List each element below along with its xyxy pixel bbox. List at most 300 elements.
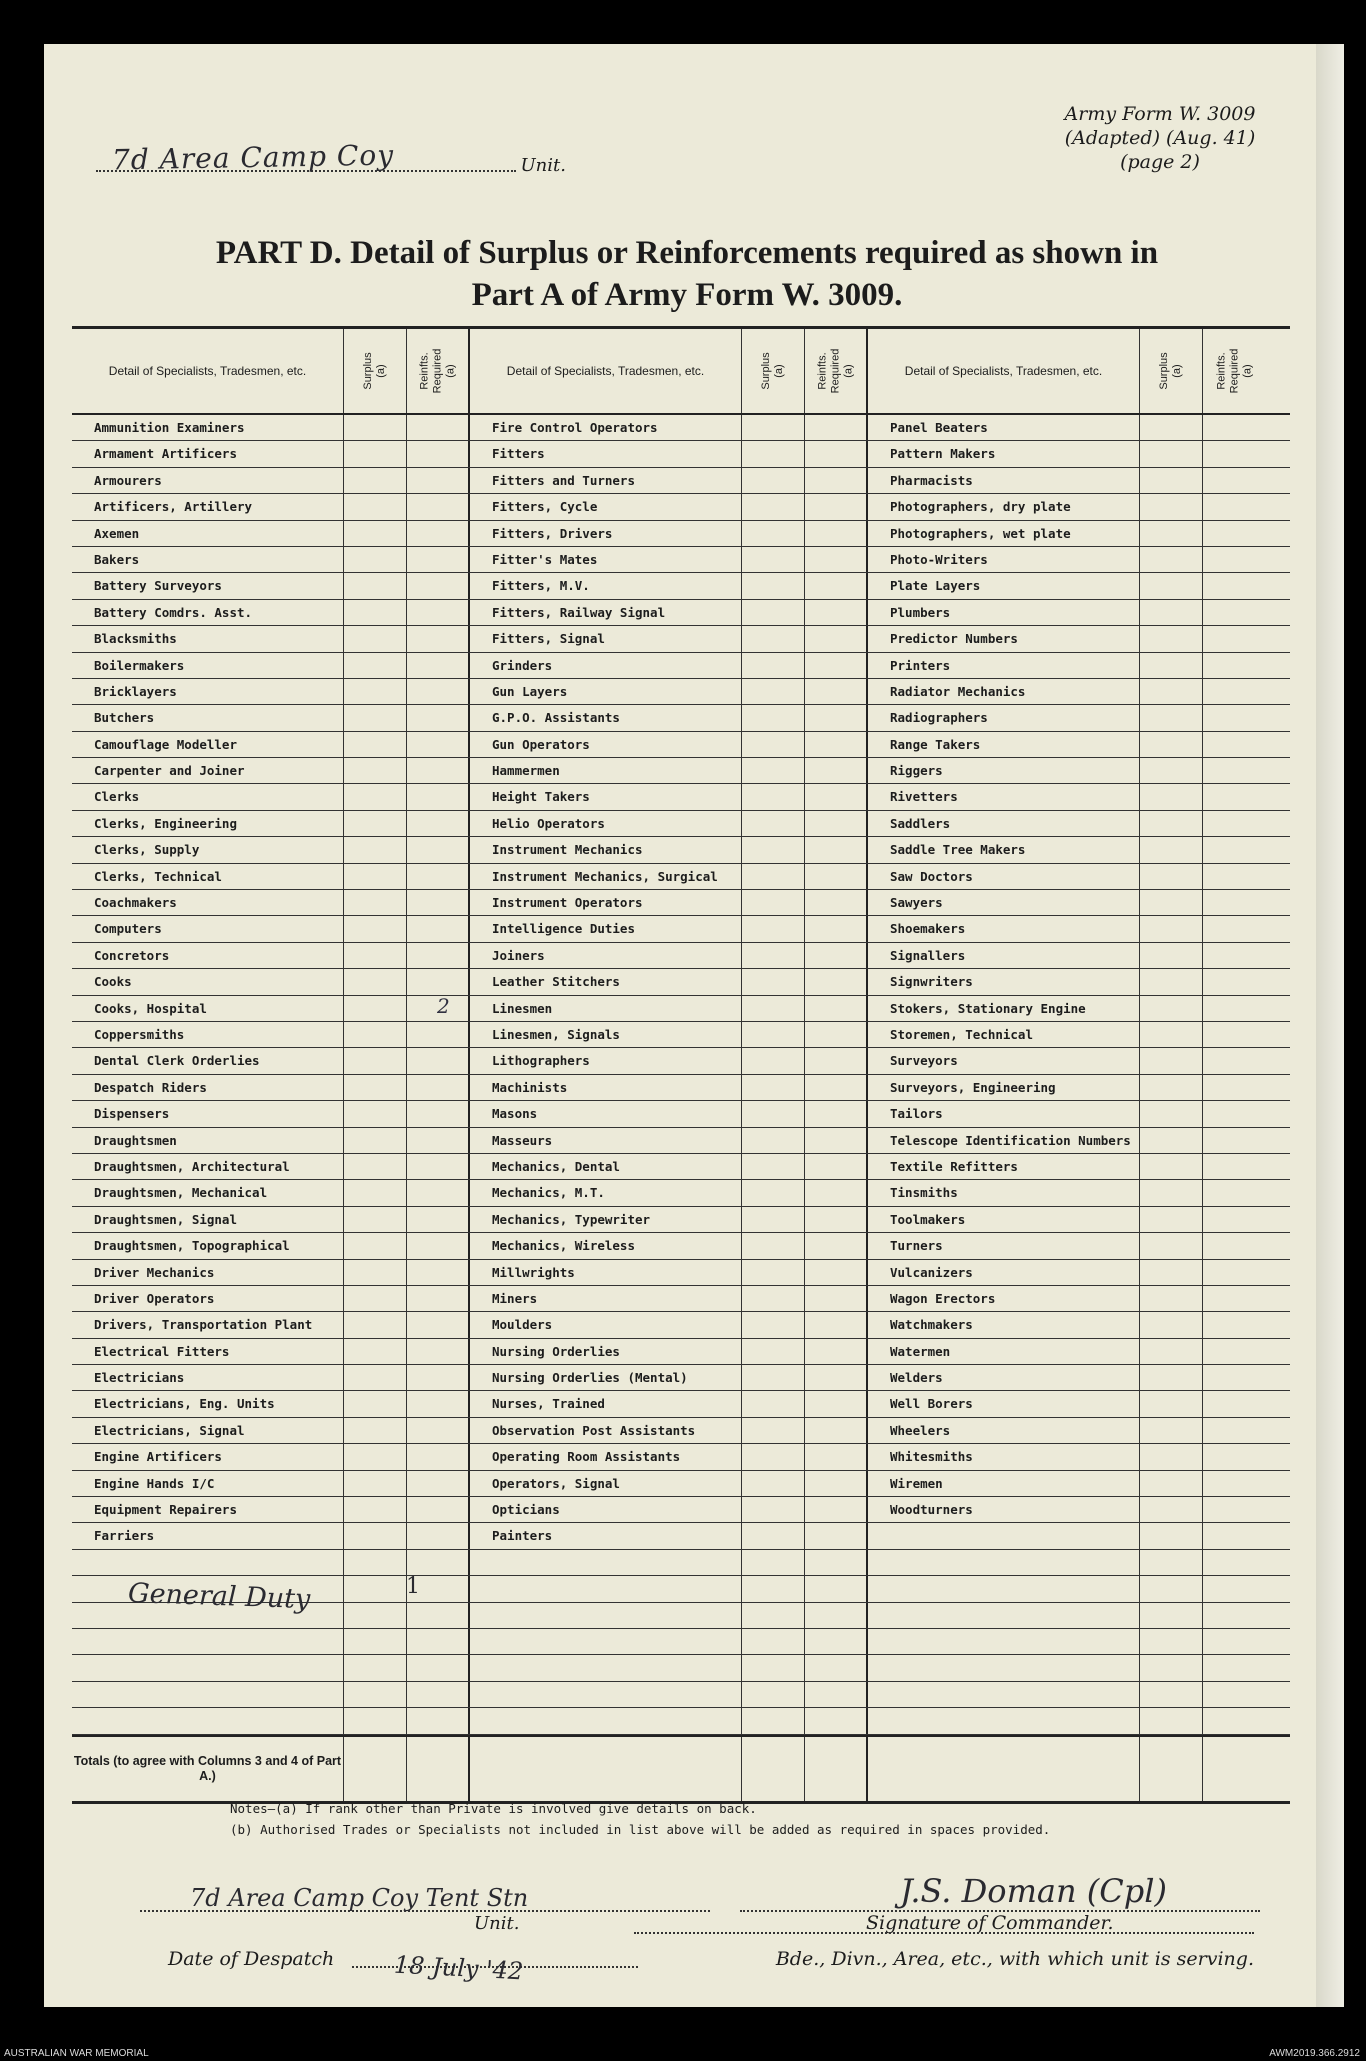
surplus-cell[interactable] bbox=[742, 1471, 805, 1496]
reinfts-cell[interactable] bbox=[407, 1682, 470, 1707]
surplus-cell[interactable] bbox=[344, 864, 407, 889]
surplus-cell[interactable] bbox=[1140, 1128, 1203, 1153]
surplus-cell[interactable] bbox=[1140, 811, 1203, 836]
surplus-cell[interactable] bbox=[1140, 1365, 1203, 1390]
reinfts-cell[interactable] bbox=[1203, 1286, 1266, 1311]
surplus-cell[interactable] bbox=[344, 1655, 407, 1680]
reinfts-cell[interactable] bbox=[407, 468, 470, 493]
surplus-cell[interactable] bbox=[344, 415, 407, 440]
surplus-cell[interactable] bbox=[1140, 1180, 1203, 1205]
reinfts-cell[interactable] bbox=[407, 1550, 470, 1575]
surplus-cell[interactable] bbox=[742, 1550, 805, 1575]
reinfts-cell[interactable] bbox=[1203, 1154, 1266, 1179]
surplus-cell[interactable] bbox=[344, 1233, 407, 1258]
surplus-cell[interactable] bbox=[344, 758, 407, 783]
reinfts-cell[interactable] bbox=[805, 1075, 868, 1100]
reinfts-cell[interactable] bbox=[805, 600, 868, 625]
surplus-cell[interactable] bbox=[742, 1603, 805, 1628]
reinfts-cell[interactable] bbox=[407, 1233, 470, 1258]
surplus-cell[interactable] bbox=[344, 653, 407, 678]
surplus-cell[interactable] bbox=[344, 1576, 407, 1601]
reinfts-cell[interactable] bbox=[805, 1629, 868, 1654]
surplus-cell[interactable] bbox=[742, 811, 805, 836]
surplus-cell[interactable] bbox=[742, 1180, 805, 1205]
surplus-cell[interactable] bbox=[742, 1655, 805, 1680]
surplus-cell[interactable] bbox=[344, 521, 407, 546]
surplus-cell[interactable] bbox=[1140, 1655, 1203, 1680]
surplus-cell[interactable] bbox=[344, 837, 407, 862]
surplus-cell[interactable] bbox=[742, 1048, 805, 1073]
surplus-cell[interactable] bbox=[1140, 1312, 1203, 1337]
reinfts-cell[interactable] bbox=[407, 600, 470, 625]
reinfts-cell[interactable] bbox=[407, 1497, 470, 1522]
surplus-cell[interactable] bbox=[742, 864, 805, 889]
surplus-cell[interactable] bbox=[742, 626, 805, 651]
reinfts-cell[interactable] bbox=[1203, 653, 1266, 678]
surplus-cell[interactable] bbox=[1140, 1471, 1203, 1496]
surplus-cell[interactable] bbox=[742, 1497, 805, 1522]
surplus-cell[interactable] bbox=[742, 441, 805, 466]
reinfts-cell[interactable] bbox=[805, 784, 868, 809]
reinfts-cell[interactable] bbox=[407, 1101, 470, 1126]
reinfts-cell[interactable] bbox=[407, 415, 470, 440]
reinfts-cell[interactable] bbox=[407, 1365, 470, 1390]
reinfts-cell[interactable] bbox=[805, 626, 868, 651]
surplus-cell[interactable] bbox=[1140, 1154, 1203, 1179]
surplus-cell[interactable] bbox=[344, 811, 407, 836]
reinfts-cell[interactable] bbox=[407, 943, 470, 968]
reinfts-cell[interactable] bbox=[1203, 1101, 1266, 1126]
surplus-cell[interactable] bbox=[1140, 1523, 1203, 1548]
reinfts-cell[interactable] bbox=[1203, 996, 1266, 1021]
reinfts-cell[interactable] bbox=[805, 1497, 868, 1522]
surplus-cell[interactable] bbox=[1140, 626, 1203, 651]
surplus-cell[interactable] bbox=[1140, 758, 1203, 783]
reinfts-cell[interactable] bbox=[1203, 573, 1266, 598]
reinfts-cell[interactable] bbox=[805, 864, 868, 889]
surplus-cell[interactable] bbox=[742, 468, 805, 493]
surplus-cell[interactable] bbox=[344, 943, 407, 968]
reinfts-cell[interactable] bbox=[805, 415, 868, 440]
reinfts-cell[interactable] bbox=[1203, 1312, 1266, 1337]
reinfts-cell[interactable] bbox=[1203, 521, 1266, 546]
reinfts-cell[interactable] bbox=[407, 1737, 470, 1801]
surplus-cell[interactable] bbox=[1140, 415, 1203, 440]
surplus-cell[interactable] bbox=[1140, 1260, 1203, 1285]
reinfts-cell[interactable] bbox=[1203, 1233, 1266, 1258]
surplus-cell[interactable] bbox=[344, 1523, 407, 1548]
reinfts-cell[interactable] bbox=[1203, 679, 1266, 704]
reinfts-cell[interactable] bbox=[1203, 468, 1266, 493]
surplus-cell[interactable] bbox=[1140, 1708, 1203, 1733]
surplus-cell[interactable] bbox=[1140, 600, 1203, 625]
surplus-cell[interactable] bbox=[1140, 1737, 1203, 1801]
reinfts-cell[interactable] bbox=[1203, 600, 1266, 625]
surplus-cell[interactable] bbox=[1140, 521, 1203, 546]
reinfts-cell[interactable] bbox=[1203, 1737, 1266, 1801]
reinfts-cell[interactable] bbox=[1203, 547, 1266, 572]
surplus-cell[interactable] bbox=[344, 1312, 407, 1337]
surplus-cell[interactable] bbox=[344, 573, 407, 598]
surplus-cell[interactable] bbox=[344, 1603, 407, 1628]
reinfts-cell[interactable] bbox=[805, 1682, 868, 1707]
reinfts-cell[interactable] bbox=[1203, 916, 1266, 941]
surplus-cell[interactable] bbox=[344, 784, 407, 809]
surplus-cell[interactable] bbox=[344, 1260, 407, 1285]
surplus-cell[interactable] bbox=[344, 1629, 407, 1654]
surplus-cell[interactable] bbox=[742, 1682, 805, 1707]
reinfts-cell[interactable] bbox=[407, 494, 470, 519]
reinfts-cell[interactable] bbox=[1203, 441, 1266, 466]
reinfts-cell[interactable] bbox=[407, 1444, 470, 1469]
reinfts-cell[interactable] bbox=[407, 1603, 470, 1628]
surplus-cell[interactable] bbox=[742, 1365, 805, 1390]
reinfts-cell[interactable] bbox=[1203, 1603, 1266, 1628]
surplus-cell[interactable] bbox=[1140, 1418, 1203, 1443]
reinfts-cell[interactable] bbox=[407, 758, 470, 783]
surplus-cell[interactable] bbox=[1140, 468, 1203, 493]
reinfts-cell[interactable] bbox=[805, 1048, 868, 1073]
surplus-cell[interactable] bbox=[742, 916, 805, 941]
surplus-cell[interactable] bbox=[344, 1101, 407, 1126]
surplus-cell[interactable] bbox=[742, 1629, 805, 1654]
surplus-cell[interactable] bbox=[1140, 1629, 1203, 1654]
reinfts-cell[interactable] bbox=[407, 993, 470, 1021]
surplus-cell[interactable] bbox=[344, 600, 407, 625]
reinfts-cell[interactable] bbox=[805, 943, 868, 968]
surplus-cell[interactable] bbox=[344, 969, 407, 994]
reinfts-cell[interactable] bbox=[1203, 705, 1266, 730]
surplus-cell[interactable] bbox=[742, 837, 805, 862]
reinfts-cell[interactable] bbox=[805, 996, 868, 1021]
surplus-cell[interactable] bbox=[742, 890, 805, 915]
reinfts-cell[interactable] bbox=[805, 494, 868, 519]
surplus-cell[interactable] bbox=[344, 1048, 407, 1073]
reinfts-cell[interactable] bbox=[407, 547, 470, 572]
reinfts-cell[interactable] bbox=[407, 705, 470, 730]
surplus-cell[interactable] bbox=[1140, 1391, 1203, 1416]
reinfts-cell[interactable] bbox=[1203, 1497, 1266, 1522]
surplus-cell[interactable] bbox=[742, 521, 805, 546]
reinfts-cell[interactable] bbox=[407, 1418, 470, 1443]
surplus-cell[interactable] bbox=[1140, 653, 1203, 678]
surplus-cell[interactable] bbox=[1140, 1497, 1203, 1522]
reinfts-cell[interactable] bbox=[805, 732, 868, 757]
surplus-cell[interactable] bbox=[742, 996, 805, 1021]
reinfts-cell[interactable] bbox=[805, 1365, 868, 1390]
surplus-cell[interactable] bbox=[1140, 494, 1203, 519]
reinfts-cell[interactable] bbox=[407, 679, 470, 704]
reinfts-cell[interactable] bbox=[407, 1655, 470, 1680]
surplus-cell[interactable] bbox=[742, 415, 805, 440]
reinfts-cell[interactable] bbox=[805, 679, 868, 704]
surplus-cell[interactable] bbox=[1140, 1444, 1203, 1469]
reinfts-cell[interactable] bbox=[805, 1444, 868, 1469]
surplus-cell[interactable] bbox=[742, 1260, 805, 1285]
reinfts-cell[interactable] bbox=[1203, 1682, 1266, 1707]
surplus-cell[interactable] bbox=[742, 1523, 805, 1548]
surplus-cell[interactable] bbox=[742, 1286, 805, 1311]
surplus-cell[interactable] bbox=[742, 494, 805, 519]
reinfts-cell[interactable] bbox=[1203, 969, 1266, 994]
reinfts-cell[interactable] bbox=[805, 1708, 868, 1733]
reinfts-cell[interactable] bbox=[805, 1207, 868, 1232]
surplus-cell[interactable] bbox=[1140, 1048, 1203, 1073]
surplus-cell[interactable] bbox=[742, 653, 805, 678]
surplus-cell[interactable] bbox=[344, 1339, 407, 1364]
reinfts-cell[interactable] bbox=[1203, 732, 1266, 757]
reinfts-cell[interactable] bbox=[407, 969, 470, 994]
reinfts-cell[interactable] bbox=[805, 1523, 868, 1548]
reinfts-cell[interactable] bbox=[1203, 1207, 1266, 1232]
surplus-cell[interactable] bbox=[742, 1737, 805, 1801]
surplus-cell[interactable] bbox=[1140, 679, 1203, 704]
reinfts-cell[interactable] bbox=[407, 916, 470, 941]
reinfts-cell[interactable] bbox=[1203, 1471, 1266, 1496]
surplus-cell[interactable] bbox=[742, 1576, 805, 1601]
surplus-cell[interactable] bbox=[1140, 1339, 1203, 1364]
surplus-cell[interactable] bbox=[344, 996, 407, 1021]
reinfts-cell[interactable] bbox=[407, 1629, 470, 1654]
reinfts-cell[interactable] bbox=[805, 521, 868, 546]
surplus-cell[interactable] bbox=[344, 494, 407, 519]
surplus-cell[interactable] bbox=[1140, 943, 1203, 968]
surplus-cell[interactable] bbox=[344, 1550, 407, 1575]
reinfts-cell[interactable] bbox=[407, 1128, 470, 1153]
reinfts-cell[interactable] bbox=[1203, 1365, 1266, 1390]
surplus-cell[interactable] bbox=[1140, 1233, 1203, 1258]
reinfts-cell[interactable] bbox=[407, 1523, 470, 1548]
surplus-cell[interactable] bbox=[344, 441, 407, 466]
surplus-cell[interactable] bbox=[742, 705, 805, 730]
surplus-cell[interactable] bbox=[344, 626, 407, 651]
reinfts-cell[interactable] bbox=[407, 1260, 470, 1285]
surplus-cell[interactable] bbox=[1140, 837, 1203, 862]
reinfts-cell[interactable] bbox=[407, 1154, 470, 1179]
reinfts-cell[interactable] bbox=[407, 1075, 470, 1100]
reinfts-cell[interactable] bbox=[1203, 1655, 1266, 1680]
reinfts-cell[interactable] bbox=[805, 890, 868, 915]
reinfts-cell[interactable] bbox=[407, 784, 470, 809]
reinfts-cell[interactable] bbox=[1203, 1418, 1266, 1443]
reinfts-cell[interactable] bbox=[1203, 1260, 1266, 1285]
surplus-cell[interactable] bbox=[344, 468, 407, 493]
reinfts-cell[interactable] bbox=[805, 1101, 868, 1126]
surplus-cell[interactable] bbox=[344, 1418, 407, 1443]
reinfts-cell[interactable] bbox=[1203, 1708, 1266, 1733]
reinfts-cell[interactable] bbox=[407, 1022, 470, 1047]
reinfts-cell[interactable] bbox=[805, 1737, 868, 1801]
reinfts-cell[interactable] bbox=[1203, 1576, 1266, 1601]
surplus-cell[interactable] bbox=[344, 732, 407, 757]
surplus-cell[interactable] bbox=[1140, 732, 1203, 757]
surplus-cell[interactable] bbox=[344, 1128, 407, 1153]
reinfts-cell[interactable] bbox=[805, 1418, 868, 1443]
reinfts-cell[interactable] bbox=[1203, 1391, 1266, 1416]
reinfts-cell[interactable] bbox=[1203, 1339, 1266, 1364]
surplus-cell[interactable] bbox=[344, 1154, 407, 1179]
surplus-cell[interactable] bbox=[344, 1444, 407, 1469]
reinfts-cell[interactable] bbox=[805, 1233, 868, 1258]
surplus-cell[interactable] bbox=[344, 1471, 407, 1496]
reinfts-cell[interactable] bbox=[1203, 1022, 1266, 1047]
reinfts-cell[interactable] bbox=[805, 468, 868, 493]
reinfts-cell[interactable] bbox=[1203, 784, 1266, 809]
surplus-cell[interactable] bbox=[1140, 864, 1203, 889]
reinfts-cell[interactable] bbox=[1203, 626, 1266, 651]
surplus-cell[interactable] bbox=[742, 732, 805, 757]
reinfts-cell[interactable] bbox=[407, 1286, 470, 1311]
surplus-cell[interactable] bbox=[344, 1022, 407, 1047]
reinfts-cell[interactable] bbox=[1203, 1048, 1266, 1073]
reinfts-cell[interactable] bbox=[407, 441, 470, 466]
surplus-cell[interactable] bbox=[1140, 1682, 1203, 1707]
reinfts-cell[interactable] bbox=[805, 1128, 868, 1153]
reinfts-cell[interactable] bbox=[805, 1339, 868, 1364]
surplus-cell[interactable] bbox=[344, 1497, 407, 1522]
reinfts-cell[interactable] bbox=[407, 626, 470, 651]
reinfts-cell[interactable] bbox=[805, 705, 868, 730]
reinfts-cell[interactable] bbox=[805, 837, 868, 862]
surplus-cell[interactable] bbox=[1140, 1075, 1203, 1100]
surplus-cell[interactable] bbox=[1140, 1576, 1203, 1601]
reinfts-cell[interactable] bbox=[1203, 1550, 1266, 1575]
surplus-cell[interactable] bbox=[344, 1391, 407, 1416]
surplus-cell[interactable] bbox=[742, 784, 805, 809]
reinfts-cell[interactable] bbox=[805, 758, 868, 783]
reinfts-cell[interactable] bbox=[407, 837, 470, 862]
surplus-cell[interactable] bbox=[344, 1180, 407, 1205]
reinfts-cell[interactable] bbox=[1203, 943, 1266, 968]
reinfts-cell[interactable] bbox=[805, 1576, 868, 1601]
surplus-cell[interactable] bbox=[742, 969, 805, 994]
reinfts-cell[interactable] bbox=[1203, 1075, 1266, 1100]
surplus-cell[interactable] bbox=[1140, 705, 1203, 730]
reinfts-cell[interactable] bbox=[1203, 1128, 1266, 1153]
surplus-cell[interactable] bbox=[1140, 1550, 1203, 1575]
surplus-cell[interactable] bbox=[344, 1365, 407, 1390]
surplus-cell[interactable] bbox=[742, 1101, 805, 1126]
reinfts-cell[interactable] bbox=[805, 547, 868, 572]
surplus-cell[interactable] bbox=[1140, 1207, 1203, 1232]
reinfts-cell[interactable] bbox=[805, 1180, 868, 1205]
reinfts-cell[interactable] bbox=[805, 1154, 868, 1179]
reinfts-cell[interactable] bbox=[805, 1603, 868, 1628]
surplus-cell[interactable] bbox=[344, 547, 407, 572]
surplus-cell[interactable] bbox=[1140, 441, 1203, 466]
reinfts-cell[interactable] bbox=[407, 1180, 470, 1205]
reinfts-cell[interactable] bbox=[407, 1391, 470, 1416]
reinfts-cell[interactable] bbox=[407, 521, 470, 546]
reinfts-cell[interactable] bbox=[1203, 758, 1266, 783]
reinfts-cell[interactable] bbox=[407, 1048, 470, 1073]
reinfts-cell[interactable] bbox=[407, 1339, 470, 1364]
reinfts-cell[interactable] bbox=[407, 811, 470, 836]
surplus-cell[interactable] bbox=[1140, 916, 1203, 941]
surplus-cell[interactable] bbox=[1140, 547, 1203, 572]
surplus-cell[interactable] bbox=[344, 1286, 407, 1311]
surplus-cell[interactable] bbox=[344, 1207, 407, 1232]
reinfts-cell[interactable] bbox=[407, 573, 470, 598]
surplus-cell[interactable] bbox=[1140, 1603, 1203, 1628]
surplus-cell[interactable] bbox=[742, 1312, 805, 1337]
reinfts-cell[interactable] bbox=[805, 1312, 868, 1337]
reinfts-cell[interactable] bbox=[805, 1655, 868, 1680]
reinfts-cell[interactable] bbox=[805, 1022, 868, 1047]
surplus-cell[interactable] bbox=[344, 1075, 407, 1100]
reinfts-cell[interactable] bbox=[805, 1471, 868, 1496]
reinfts-cell[interactable] bbox=[1203, 1180, 1266, 1205]
surplus-cell[interactable] bbox=[742, 1128, 805, 1153]
reinfts-cell[interactable] bbox=[407, 1471, 470, 1496]
surplus-cell[interactable] bbox=[742, 758, 805, 783]
surplus-cell[interactable] bbox=[742, 1391, 805, 1416]
reinfts-cell[interactable] bbox=[805, 653, 868, 678]
reinfts-cell[interactable] bbox=[805, 916, 868, 941]
reinfts-cell[interactable] bbox=[805, 441, 868, 466]
surplus-cell[interactable] bbox=[1140, 784, 1203, 809]
reinfts-cell[interactable] bbox=[805, 969, 868, 994]
reinfts-cell[interactable] bbox=[805, 1550, 868, 1575]
surplus-cell[interactable] bbox=[742, 1233, 805, 1258]
reinfts-cell[interactable] bbox=[1203, 864, 1266, 889]
surplus-cell[interactable] bbox=[344, 1682, 407, 1707]
reinfts-cell[interactable] bbox=[805, 573, 868, 598]
reinfts-cell[interactable] bbox=[1203, 1523, 1266, 1548]
reinfts-cell[interactable] bbox=[805, 1286, 868, 1311]
surplus-cell[interactable] bbox=[1140, 996, 1203, 1021]
surplus-cell[interactable] bbox=[344, 1708, 407, 1733]
surplus-cell[interactable] bbox=[742, 1708, 805, 1733]
reinfts-cell[interactable] bbox=[407, 653, 470, 678]
reinfts-cell[interactable] bbox=[407, 1708, 470, 1733]
surplus-cell[interactable] bbox=[742, 547, 805, 572]
reinfts-cell[interactable] bbox=[1203, 890, 1266, 915]
surplus-cell[interactable] bbox=[1140, 1286, 1203, 1311]
reinfts-cell[interactable] bbox=[1203, 1629, 1266, 1654]
reinfts-cell[interactable] bbox=[407, 1207, 470, 1232]
surplus-cell[interactable] bbox=[742, 679, 805, 704]
surplus-cell[interactable] bbox=[344, 1737, 407, 1801]
surplus-cell[interactable] bbox=[742, 1444, 805, 1469]
surplus-cell[interactable] bbox=[344, 890, 407, 915]
surplus-cell[interactable] bbox=[742, 1075, 805, 1100]
reinfts-cell[interactable] bbox=[1203, 811, 1266, 836]
surplus-cell[interactable] bbox=[742, 1022, 805, 1047]
reinfts-cell[interactable] bbox=[805, 1391, 868, 1416]
reinfts-cell[interactable] bbox=[407, 864, 470, 889]
surplus-cell[interactable] bbox=[1140, 1101, 1203, 1126]
surplus-cell[interactable] bbox=[742, 1154, 805, 1179]
reinfts-cell[interactable] bbox=[407, 1312, 470, 1337]
surplus-cell[interactable] bbox=[1140, 1022, 1203, 1047]
reinfts-cell[interactable] bbox=[1203, 837, 1266, 862]
surplus-cell[interactable] bbox=[742, 573, 805, 598]
surplus-cell[interactable] bbox=[742, 1339, 805, 1364]
surplus-cell[interactable] bbox=[344, 705, 407, 730]
reinfts-cell[interactable] bbox=[1203, 415, 1266, 440]
reinfts-cell[interactable] bbox=[407, 732, 470, 757]
surplus-cell[interactable] bbox=[1140, 969, 1203, 994]
surplus-cell[interactable] bbox=[742, 943, 805, 968]
reinfts-cell[interactable] bbox=[805, 1260, 868, 1285]
surplus-cell[interactable] bbox=[344, 916, 407, 941]
reinfts-cell[interactable] bbox=[1203, 1444, 1266, 1469]
reinfts-cell[interactable] bbox=[1203, 494, 1266, 519]
surplus-cell[interactable] bbox=[1140, 890, 1203, 915]
reinfts-cell[interactable] bbox=[407, 890, 470, 915]
surplus-cell[interactable] bbox=[742, 1207, 805, 1232]
